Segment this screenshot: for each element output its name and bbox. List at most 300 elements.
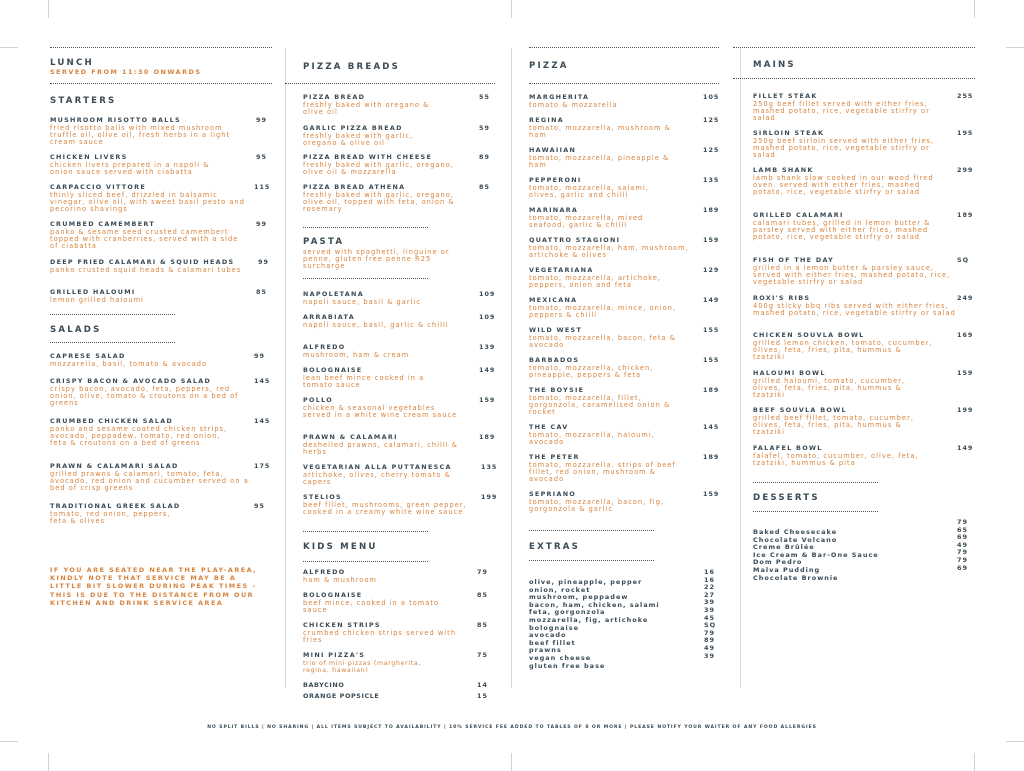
item-price: 14 <box>477 681 488 689</box>
menu-item <box>529 326 719 349</box>
dessert-row <box>753 563 975 582</box>
extra-name: olive, pineapple, pepper <box>529 578 643 586</box>
dessert-row <box>753 548 975 567</box>
item-price: SQ <box>957 256 970 264</box>
item-price: 99 <box>258 258 269 266</box>
menu-item <box>529 176 719 199</box>
divider <box>50 342 175 343</box>
item-name: PIZZA BREAD <box>303 93 366 101</box>
dessert-name: Chocolate Volcano <box>753 535 838 544</box>
menu-item <box>529 146 719 169</box>
item-description: tomato, mozzarella, salami, olives, garlic and chilli <box>529 183 649 199</box>
item-price: 85 <box>477 591 488 599</box>
extra-price: 79 <box>704 628 716 637</box>
item-name: CAPRESE SALAD <box>50 352 126 360</box>
extra-price: 27 <box>704 590 716 599</box>
item-description: grilled prawns & calamari, tomato, feta, avocado, red onion and cucumber served on a bed of crisp greens <box>50 469 249 493</box>
item-description: lean beef mince cooked in a tomato sauce <box>303 373 425 389</box>
menu-item <box>529 116 719 139</box>
item-price: 145 <box>254 377 271 385</box>
item-name: GRILLED HALOUMI <box>50 288 136 296</box>
item-price: 109 <box>479 313 496 321</box>
item-description: chicken & seasonal vegetables served in a white wine cream sauce <box>303 403 458 419</box>
item-price: 85 <box>256 288 267 296</box>
item-description: fried risotto balls with mixed mushroom truffle oil, olive oil, fresh herbs in a light cream sauce <box>50 123 231 147</box>
menu-item <box>303 692 495 700</box>
item-name: TRADITIONAL GREEK SALAD <box>50 502 181 510</box>
menu-item <box>50 462 272 492</box>
menu-item <box>303 681 495 689</box>
extra-price: 39 <box>704 651 716 660</box>
menu-item <box>303 343 495 359</box>
column-lunch <box>50 0 272 771</box>
extra-price: 39 <box>704 605 716 614</box>
item-price: 105 <box>703 93 720 101</box>
item-description: grilled beef fillet, tomato, cucumber, olives, feta, fries, pita, hummus & tzatziki <box>753 413 914 437</box>
item-description: mushroom, ham & cream <box>303 350 410 359</box>
footer-policy: NO SPLIT BILLS | NO SHARING | ALL ITEMS SUBJECT TO AVAILABILITY | 10% SERVICE FEE ADDED TO TABLES OF 8 OR MORE | PLEASE NOTIFY YOUR WAITER OF ANY FOOD ALLERGIES <box>207 725 817 730</box>
item-description: grilled haloumi, tomato, cucumber, olives, feta, fries, pita, hummus & tzatziki <box>753 376 906 400</box>
item-description: 250g beef fillet served with either fries, mashed potato, rice, vegetable stirfry or salad <box>753 99 930 123</box>
divider <box>529 560 654 561</box>
item-description: tomato & mozzarella <box>529 100 618 109</box>
menu-item <box>529 206 719 229</box>
item-price: 249 <box>957 294 974 302</box>
item-name: CHICKEN SOUVLA BOWL <box>753 331 865 339</box>
item-price: 125 <box>703 116 720 124</box>
lunch-subtitle: SERVED FROM 11:30 ONWARDS <box>50 68 202 76</box>
item-price: 99 <box>256 116 267 124</box>
item-description: lamb shank slow cooked in our wood fired oven. served with either fries, mashed potato, rice, vegetable stirfry or salad <box>753 173 934 197</box>
item-name: GARLIC PIZZA BREAD <box>303 124 403 132</box>
extra-name: vegan cheese <box>529 653 592 662</box>
item-description: freshly baked with garlic, oregano & olive oil <box>303 131 414 147</box>
divider <box>303 531 428 532</box>
divider <box>303 561 428 562</box>
menu-item <box>50 258 272 274</box>
item-price: 155 <box>703 326 720 334</box>
extra-price: SQ <box>704 621 717 630</box>
menu-item <box>303 124 495 147</box>
item-name: PRAWN & CALAMARI <box>303 433 398 441</box>
item-name: CARPACCIO VITTORE <box>50 183 147 191</box>
extra-price: 16 <box>704 568 716 576</box>
menu-item <box>303 183 495 213</box>
section-title-pizza: PIZZA <box>529 61 569 71</box>
item-description: lemon grilled haloumi <box>50 295 144 304</box>
extra-name: bolognaise <box>529 623 579 632</box>
menu-item <box>529 93 719 109</box>
divider <box>50 83 272 84</box>
item-price: 199 <box>957 406 974 414</box>
section-title-starters: STARTERS <box>50 96 117 106</box>
menu-item <box>529 386 719 416</box>
menu-item <box>529 356 719 379</box>
item-description: freshly baked with garlic, oregano, olive oil, topped with feta, onion & rosemary <box>303 190 455 214</box>
item-name: NAPOLETANA <box>303 290 364 298</box>
item-description: crumbed chicken strips served with fries <box>303 628 457 644</box>
item-price: 149 <box>479 366 496 374</box>
menu-item <box>753 369 975 399</box>
column-pizza-breads <box>303 0 498 771</box>
menu-item <box>303 93 495 116</box>
crop-mark <box>1006 741 1024 742</box>
menu-item <box>303 651 495 674</box>
divider <box>529 83 719 84</box>
item-description: tomato, mozzarella, ham, mushroom, artichoke & olives <box>529 243 689 259</box>
extra-name: mushroom, peppadew <box>529 593 629 602</box>
item-price: 169 <box>957 331 974 339</box>
item-price: 129 <box>703 266 720 274</box>
dessert-name: Creme Brûlée <box>753 543 815 552</box>
item-price: 95 <box>254 502 265 510</box>
desserts-list <box>753 518 975 582</box>
item-description: tomato, mozzarella, mixed seafood, garlic & chilli <box>529 213 644 229</box>
item-price: 189 <box>703 386 720 394</box>
item-name: PRAWN & CALAMARI SALAD <box>50 462 179 470</box>
column-divider <box>285 48 286 688</box>
extra-price: 39 <box>704 598 716 607</box>
item-description: beef fillet, mushrooms, green pepper, cooked in a creamy white wine sauce <box>303 500 467 516</box>
menu-item <box>50 352 272 368</box>
item-name: THE PETER <box>529 453 580 461</box>
divider <box>50 47 272 48</box>
item-description: deshelled prawns, calamari, chilli & herbs <box>303 440 458 456</box>
item-name: HALOUMI BOWL <box>753 369 826 377</box>
section-title-desserts: DESSERTS <box>753 493 820 503</box>
item-name: VEGETARIANA <box>529 266 594 274</box>
item-description: tomato, mozzarella, chicken, pineapple, peppers & feta <box>529 363 654 379</box>
menu-item <box>753 444 975 467</box>
column-divider <box>511 48 512 688</box>
item-description: artichoke, olives, cherry tomato & capers <box>303 470 451 486</box>
extra-name: feta, gorgonzola <box>529 608 606 617</box>
extra-name: mozzarella, fig, artichoke <box>529 615 649 624</box>
item-price: 125 <box>703 146 720 154</box>
item-price: 149 <box>703 296 720 304</box>
item-description: crispy bacon, avocado, feta, peppers, red onion, olive, tomato & croutons on a bed of greens <box>50 384 239 408</box>
item-name: FALAFEL BOWL <box>753 444 823 452</box>
menu-item <box>50 288 272 304</box>
extra-price: 22 <box>704 583 716 592</box>
item-name: MINI PIZZA'S <box>303 651 366 659</box>
item-price: 135 <box>703 176 720 184</box>
menu-item <box>303 591 495 614</box>
item-price: 109 <box>479 290 496 298</box>
extra-name: onion, rocket <box>529 585 591 594</box>
pasta-subtitle: served with spaghetti, linguine or penne, gluten free penne R25 surcharge <box>303 247 450 271</box>
crop-mark <box>1006 47 1024 48</box>
item-price: 139 <box>479 343 496 351</box>
menu-item <box>303 621 495 644</box>
item-description: tomato, mozzarella, pineapple & ham <box>529 153 670 169</box>
item-description: panko & sesame seed crusted camembert topped with cranberries, served with a side of ciabatta <box>50 227 239 251</box>
item-price: 115 <box>254 183 271 191</box>
section-title-mains: MAINS <box>753 60 796 70</box>
item-name: PIZZA BREAD ATHENA <box>303 183 406 191</box>
menu-item <box>50 116 272 146</box>
menu-item <box>303 463 498 486</box>
dessert-name: Baked Cheesecake <box>753 528 838 536</box>
divider <box>50 314 175 315</box>
item-name: ARRABIATA <box>303 313 355 321</box>
item-name: REGINA <box>529 116 565 124</box>
item-price: 135 <box>481 463 498 471</box>
extra-price: 45 <box>704 613 716 622</box>
menu-item <box>753 211 975 241</box>
item-price: 255 <box>957 92 974 100</box>
divider <box>753 511 878 512</box>
item-description: grilled lemon chicken, tomato, cucumber, olives, feta, fries, pita, hummus & tzatziki <box>753 338 933 362</box>
dessert-price: 49 <box>957 540 969 549</box>
item-price: 149 <box>957 444 974 452</box>
item-description: tomato, red onion, peppers, feta & olives <box>50 509 171 525</box>
section-title-salads: SALADS <box>50 325 102 335</box>
menu-item <box>50 502 272 525</box>
item-name: VEGETARIAN ALLA PUTTANESCA <box>303 463 452 471</box>
menu-item <box>303 493 498 516</box>
divider <box>303 227 428 228</box>
item-name: CHICKEN LIVERS <box>50 153 128 161</box>
item-name: QUATTRO STAGIONI <box>529 236 621 244</box>
crop-mark <box>0 47 18 48</box>
item-name: ALFREDO <box>303 343 346 351</box>
item-price: 55 <box>479 93 490 101</box>
item-price: 199 <box>481 493 498 501</box>
item-name: THE BOYSIE <box>529 386 585 394</box>
item-description: 250g beef sirloin served with either fries, mashed potato, rice, vegetable stirfry or salad <box>753 136 935 160</box>
dessert-name: Chocolate Brownie <box>753 573 839 582</box>
item-name: CHICKEN STRIPS <box>303 621 381 629</box>
item-price: 99 <box>256 220 267 228</box>
item-name: MARGHERITA <box>529 93 590 101</box>
extra-name: bacon, ham, chicken, salami <box>529 600 660 609</box>
column-pizza <box>529 0 719 771</box>
item-price: 89 <box>479 153 490 161</box>
divider <box>733 47 975 48</box>
divider <box>303 278 428 279</box>
item-name: PIZZA BREAD WITH CHEESE <box>303 153 433 161</box>
item-price: 189 <box>957 211 974 219</box>
item-description: calamari tubes, grilled in lemon butter & parsley served with either fries, mashed potato, rice, vegetable stirfry or salad <box>753 218 931 242</box>
item-price: 79 <box>477 568 488 576</box>
item-description: ham & mushroom <box>303 575 377 584</box>
item-name: BOLOGNAISE <box>303 591 363 599</box>
menu-item <box>50 417 272 447</box>
item-price: 75 <box>477 651 488 659</box>
dessert-price: 79 <box>957 555 969 564</box>
dessert-name: Malva Pudding <box>753 565 821 574</box>
extra-name: prawns <box>529 646 562 655</box>
column-mains <box>753 0 975 771</box>
item-price: 99 <box>254 352 265 360</box>
item-price: 159 <box>479 396 496 404</box>
item-description: grilled in a lemon butter & parsley sauce, served with either fries, mashed potato, rice, vegetable stirfry or salad <box>753 263 951 287</box>
item-name: SEPRIANO <box>529 490 577 498</box>
extra-name: gluten free base <box>529 661 606 670</box>
item-name: STELIOS <box>303 493 342 501</box>
item-name: ROXI'S RIBS <box>753 294 811 302</box>
item-name: MEXICANA <box>529 296 578 304</box>
item-name: ORANGE POPSICLE <box>303 692 380 700</box>
item-name: THE CAV <box>529 423 569 431</box>
divider <box>529 530 654 531</box>
item-price: 159 <box>703 236 720 244</box>
menu-item <box>529 490 719 513</box>
menu-item <box>50 220 272 250</box>
item-price: 15 <box>477 692 488 700</box>
item-price: 189 <box>703 453 720 461</box>
item-price: 159 <box>703 490 720 498</box>
item-name: CRUMBED CAMEMBERT <box>50 220 155 228</box>
item-price: 95 <box>256 153 267 161</box>
dessert-price: 79 <box>957 548 969 557</box>
section-title-kids-menu: KIDS MENU <box>303 542 378 552</box>
menu-item <box>529 453 719 483</box>
crop-mark <box>511 0 512 18</box>
item-description: beef mince, cooked in a tomato sauce <box>303 598 440 614</box>
item-name: CRISPY BACON & AVOCADO SALAD <box>50 377 212 385</box>
menu-item <box>753 294 975 317</box>
item-price: 145 <box>254 417 271 425</box>
item-name: HAWAIIAN <box>529 146 577 154</box>
item-description: trio of mini pizzas (margherita, regina, hawaiian) <box>303 659 422 674</box>
menu-item <box>303 366 495 389</box>
divider <box>285 83 495 84</box>
dessert-name: Dom Pedro <box>753 558 803 567</box>
item-price: 85 <box>477 621 488 629</box>
menu-item <box>529 236 719 259</box>
menu-item <box>303 313 495 329</box>
divider <box>529 47 719 48</box>
extra-row <box>529 568 719 586</box>
item-name: BEEF SOUVLA BOWL <box>753 406 847 414</box>
item-name: BARBADOS <box>529 356 580 364</box>
item-price: 85 <box>479 183 490 191</box>
item-description: falafel, tomato, cucumber, olive, feta, tzatziki, hummus & pita <box>753 451 919 467</box>
extra-row <box>529 598 719 617</box>
extra-price: 16 <box>704 575 716 584</box>
menu-item <box>529 296 719 319</box>
item-name: POLLO <box>303 396 333 404</box>
dessert-price: 79 <box>957 518 969 526</box>
item-description: tomato, mozzarella, fillet, gorgonzola, caramelised onion & rocket <box>529 393 671 417</box>
item-name: MUSHROOM RISOTTO BALLS <box>50 116 181 124</box>
extra-name: avocado <box>529 631 567 640</box>
play-area-notice: IF YOU ARE SEATED NEAR THE PLAY-AREA, KINDLY NOTE THAT SERVICE MAY BE A LITTLE BIT SLOWER DURING PEAK TIMES - THIS IS DUE TO THE DISTANCE FROM OUR KITCHEN AND DRINK SERVICE AREA <box>50 566 258 607</box>
menu-item <box>753 406 975 436</box>
extra-price: 89 <box>704 636 716 645</box>
menu-item <box>303 396 495 419</box>
item-name: FILLET STEAK <box>753 92 818 100</box>
item-name: GRILLED CALAMARI <box>753 211 844 219</box>
item-price: 189 <box>479 433 496 441</box>
crop-mark <box>0 741 18 742</box>
section-title-pasta: PASTA <box>303 237 345 247</box>
section-title-extras: EXTRAS <box>529 542 581 552</box>
menu-item <box>303 568 495 584</box>
extra-name: beef fillet <box>529 638 576 647</box>
dessert-name: Ice Cream & Bar-One Sauce <box>753 550 879 559</box>
item-description: tomato, mozzarella, bacon, feta & avocado <box>529 333 676 349</box>
menu-item <box>753 256 975 286</box>
item-name: LAMB SHANK <box>753 166 814 174</box>
extra-row <box>529 651 719 670</box>
item-name: BABYCINO <box>303 681 345 689</box>
crop-mark <box>48 0 49 18</box>
item-name: DEEP FRIED CALAMARI & SQUID HEADS <box>50 258 235 266</box>
divider <box>733 78 975 79</box>
menu-item <box>753 166 975 196</box>
menu-item <box>50 153 272 176</box>
item-description: thinly sliced beef, drizzled in balsamic vinegar, olive oil, with sweet basil pesto and pecorino shavings <box>50 190 245 214</box>
menu-item <box>50 377 272 407</box>
menu-item <box>303 153 495 176</box>
dessert-price: 69 <box>957 563 969 572</box>
menu-item <box>753 92 975 122</box>
divider <box>753 482 878 483</box>
menu-item <box>303 290 495 306</box>
item-name: SIRLOIN STEAK <box>753 129 825 137</box>
item-description: panko and sesame coated chicken strips, avocado, peppadew, tomato, red onion, feta & croutons on a bed of greens <box>50 424 228 448</box>
crop-mark <box>48 753 49 771</box>
item-name: BOLOGNAISE <box>303 366 363 374</box>
item-description: napoli sauce, basil, garlic & chilli <box>303 320 449 329</box>
item-name: ALFREDO <box>303 568 346 576</box>
item-description: freshly baked with garlic, oregano, olive oil & mozzarella <box>303 160 454 176</box>
dessert-price: 65 <box>957 525 969 534</box>
menu-item <box>529 423 719 446</box>
item-description: napoli sauce, basil & garlic <box>303 297 422 306</box>
extra-price: 49 <box>704 643 716 652</box>
item-price: 175 <box>254 462 271 470</box>
menu-item <box>529 266 719 289</box>
item-price: 155 <box>703 356 720 364</box>
item-description: tomato, mozzarella, bacon, fig, gorgonzola & garlic <box>529 497 665 513</box>
item-description: tomato, mozzarella, strips of beef fillet, red onion, mushroom & avocado <box>529 460 676 484</box>
menu-item <box>303 433 495 456</box>
column-divider <box>740 48 741 688</box>
item-name: FISH OF THE DAY <box>753 256 835 264</box>
item-name: MARINARA <box>529 206 579 214</box>
menu-item <box>753 129 975 159</box>
item-description: tomato, mozzarella, haloumi, avocado <box>529 430 655 446</box>
item-price: 299 <box>957 166 974 174</box>
item-description: tomato, mozzarella, mushroom & ham <box>529 123 671 139</box>
item-description: panko crusted squid heads & calamari tubes <box>50 265 242 274</box>
item-price: 195 <box>957 129 974 137</box>
item-name: PEPPERONI <box>529 176 582 184</box>
item-description: freshly baked with oregano & olive oil <box>303 100 430 116</box>
item-description: 400g sticky bbq ribs served with either fries, mashed potato, rice, vegetable stirfry or salad <box>753 301 956 317</box>
item-description: chicken livers prepared in a napoli & onion sauce served with ciabatta <box>50 160 210 176</box>
menu-item <box>753 331 975 361</box>
item-price: 59 <box>479 124 490 132</box>
item-price: 159 <box>957 369 974 377</box>
item-price: 189 <box>703 206 720 214</box>
item-description: mozzarella, basil, tomato & avocado <box>50 359 208 368</box>
item-name: WILD WEST <box>529 326 583 334</box>
item-description: tomato, mozzarella, mince, onion, peppers & chilli <box>529 303 677 319</box>
menu-item <box>50 183 272 213</box>
extras-list <box>529 568 719 670</box>
item-name: CRUMBED CHICKEN SALAD <box>50 417 174 425</box>
dessert-price: 69 <box>957 533 969 542</box>
section-title-pizza-breads: PIZZA BREADS <box>303 62 401 72</box>
crop-mark <box>511 753 512 771</box>
lunch-title: LUNCH <box>50 58 94 68</box>
item-description: tomato, mozzarella, artichoke, peppers, onion and feta <box>529 273 662 289</box>
